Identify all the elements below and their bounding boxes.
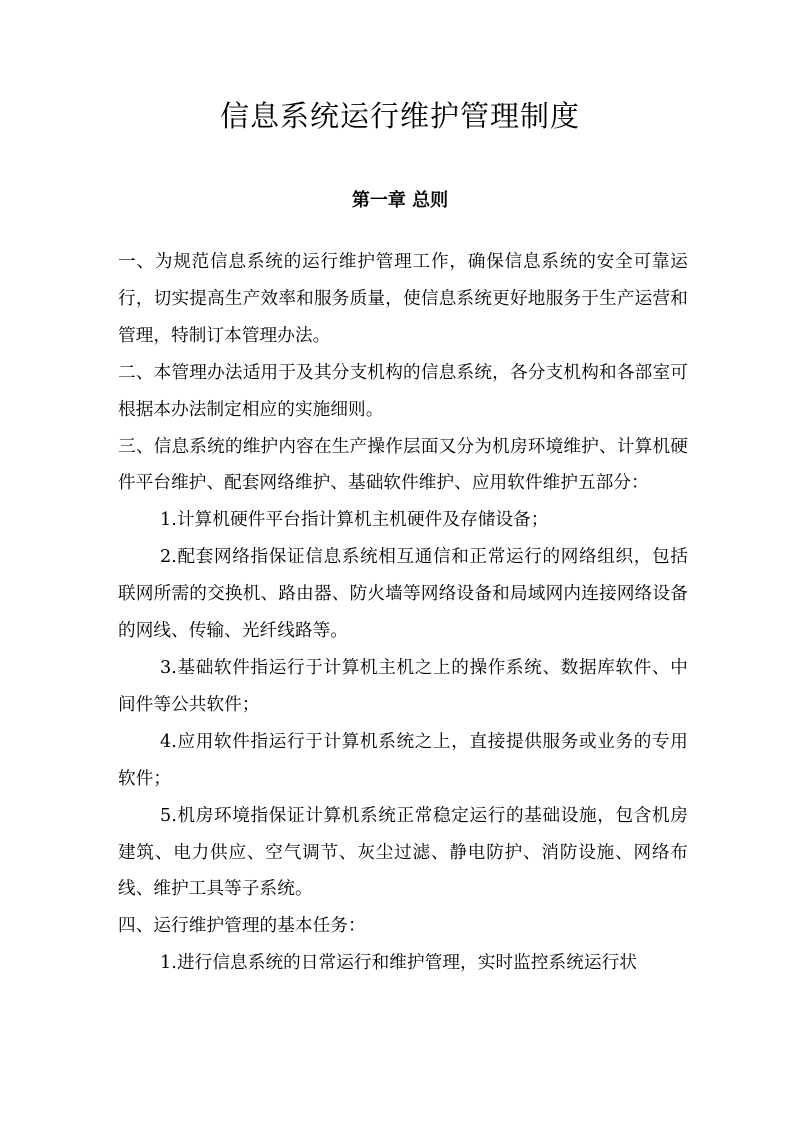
list-item-network: 2.配套网络指保证信息系统相互通信和正常运行的网络组织，包括联网所需的交换机、路由器、防火墙等网络设备和局域网内连接网络设备的网线、传输、光纤线路等。 xyxy=(118,547,688,642)
document-body xyxy=(118,244,688,982)
list-item-base-software: 3.基础软件指运行于计算机主机之上的操作系统、数据库软件、中间件等公共软件； xyxy=(118,657,688,715)
paragraph-2: 二、本管理办法适用于及其分支机构的信息系统，各分支机构和各部室可根据本办法制定相应的实施细则。 xyxy=(118,362,688,420)
list-item-daily-operation: 1.进行信息系统的日常运行和维护管理，实时监控系统运行状 xyxy=(160,953,638,974)
list-item-machine-room: 5.机房环境指保证计算机系统正常稳定运行的基础设施，包含机房建筑、电力供应、空气调节、灰尘过滤、静电防护、消防设施、网络布线、维护工具等子系统。 xyxy=(118,805,688,900)
chapter-heading: 第一章 总则 xyxy=(351,190,449,211)
paragraph-3: 三、信息系统的维护内容在生产操作层面又分为机房环境维护、计算机硬件平台维护、配套网络维护、基础软件维护、应用软件维护五部分： xyxy=(118,436,688,494)
document-title: 信息系统运行维护管理制度 xyxy=(219,99,580,133)
list-item-application-software: 4.应用软件指运行于计算机系统之上，直接提供服务或业务的专用软件； xyxy=(118,731,688,789)
paragraph-4: 四、运行维护管理的基本任务： xyxy=(118,916,366,937)
list-item-hardware: 1.计算机硬件平台指计算机主机硬件及存储设备； xyxy=(160,510,549,531)
paragraph-1: 一、为规范信息系统的运行维护管理工作，确保信息系统的安全可靠运行，切实提高生产效率和服务质量，使信息系统更好地服务于生产运营和管理，特制订本管理办法。 xyxy=(118,252,688,346)
